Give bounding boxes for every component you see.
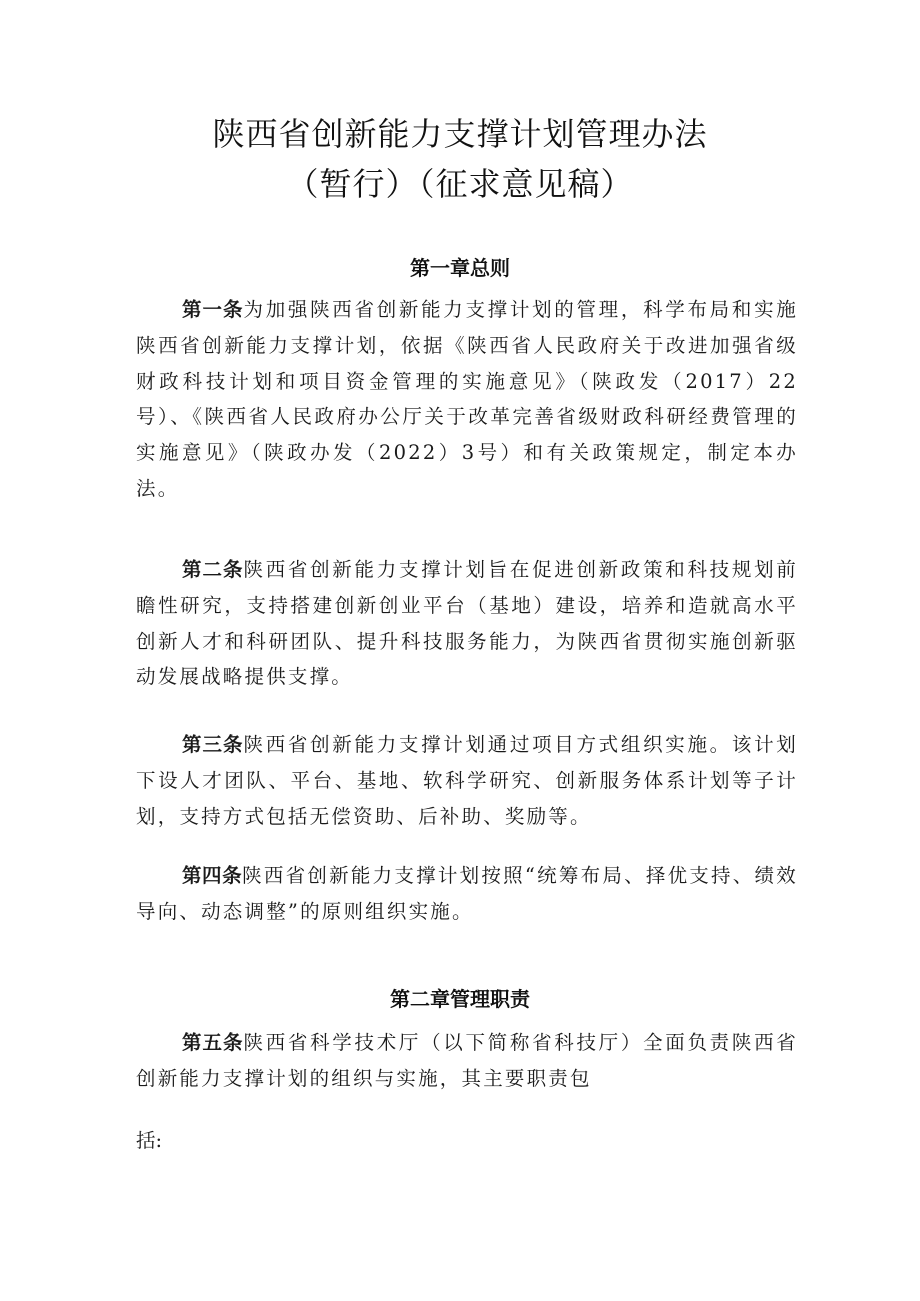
article-text: 陕西省创新能力支撑计划按照“统筹布局、择优支持、绩效导向、动态调整”的原则组织实施。 [136, 864, 798, 923]
article-label: 第一条 [182, 298, 244, 321]
chapter-heading-2: 第二章管理职责 [390, 987, 530, 1011]
document-title: 陕西省创新能力支撑计划管理办法 [212, 115, 708, 153]
article-text: 为加强陕西省创新能力支撑计划的管理，科学布局和实施陕西省创新能力支撑计划，依据《陕西省人民政府关于改进加强省级财政科技计划和项目资金管理的实施意见》（陕政发（2017）22号）、《陕西省人民政府办公厅关于改革完善省级财政科研经费管理的实施意见》（陕政办发（2022）3号）和有关政策规定，制定本办法。 [136, 298, 798, 500]
article-text: 陕西省创新能力支撑计划通过项目方式组织实施。该计划下设人才团队、平台、基地、软科学研究、创新服务体系计划等子计划，支持方式包括无偿资助、后补助、奖励等。 [136, 733, 798, 828]
article-3 [136, 727, 798, 834]
article-label: 第二条 [182, 558, 244, 581]
article-5 [136, 1025, 798, 1097]
article-4 [136, 858, 798, 930]
article-text: 陕西省创新能力支撑计划旨在促进创新政策和科技规划前瞻性研究，支持搭建创新创业平台（基地）建设，培养和造就高水平创新人才和科研团队、提升科技服务能力，为陕西省贯彻实施创新驱动发展战略提供支撑。 [136, 558, 798, 689]
paragraph-continuation: 括: [136, 1129, 163, 1152]
article-2 [136, 552, 798, 695]
chapter-heading-1: 第一章总则 [410, 256, 510, 280]
article-1 [136, 292, 798, 507]
article-label: 第五条 [182, 1031, 244, 1054]
document-subtitle: （暂行）（征求意见稿） [286, 165, 634, 203]
article-label: 第三条 [182, 733, 244, 756]
article-label: 第四条 [182, 864, 243, 887]
article-text: 陕西省科学技术厅（以下简称省科技厅）全面负责陕西省创新能力支撑计划的组织与实施，其主要职责包 [136, 1031, 798, 1090]
